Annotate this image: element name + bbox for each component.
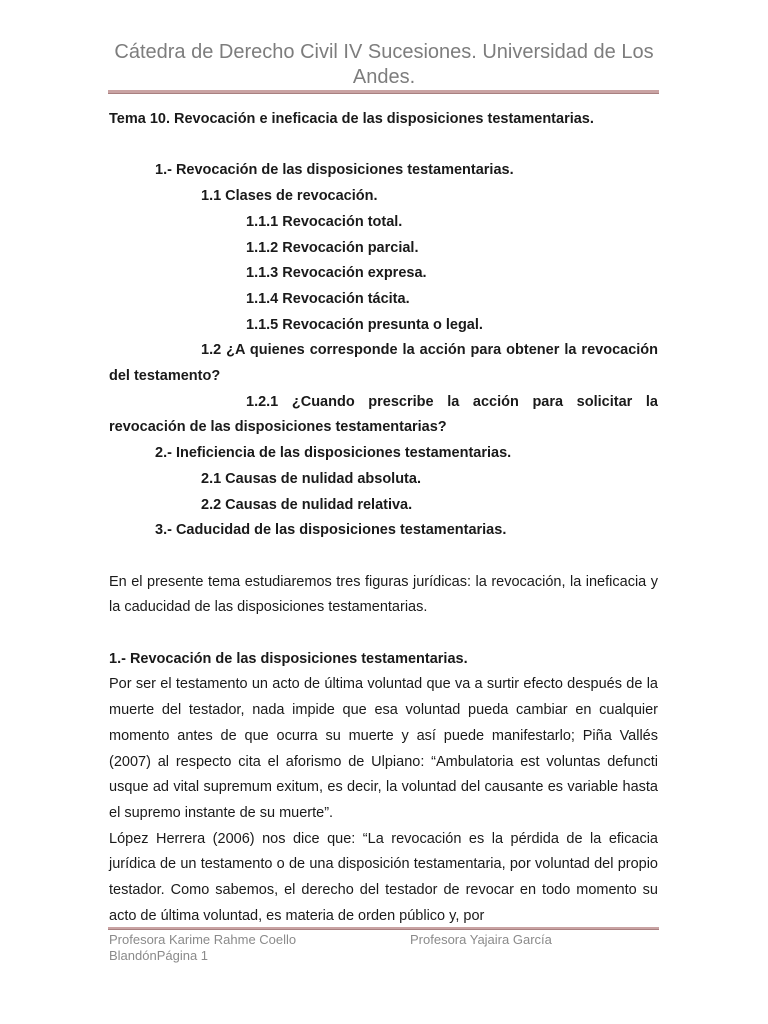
outline-item: 2.1 Causas de nulidad absoluta.	[201, 470, 421, 487]
outline-item: 1.- Revocación de las disposiciones testamentarias.	[155, 162, 514, 179]
document-body	[109, 107, 658, 929]
footer-left-text: Profesora Karime Rahme Coello BlandónPágina 1	[109, 932, 297, 963]
spacer	[109, 621, 658, 647]
intro-paragraph: En el presente tema estudiaremos tres figuras jurídicas: la revocación, la ineficacia y la caducidad de las disposiciones testamentarias.	[109, 573, 658, 616]
header-divider	[108, 90, 659, 94]
outline-item: 3.- Caducidad de las disposiciones testamentarias.	[155, 522, 507, 539]
section-heading: 1.- Revocación de las disposiciones testamentarias.	[109, 650, 468, 667]
outline-item: 1.2.1 ¿Cuando prescribe la acción para solicitar la revocación de las disposiciones testamentarias?	[109, 393, 658, 436]
body-paragraph: López Herrera (2006) nos dice que: “La revocación es la pérdida de la eficacia jurídica de un testamento o de una disposición testamentaria, por voluntad del propio testador. Como sabemos, el derecho del testador de revocar en todo momento su acto de última voluntad, es materia de orden público y, por	[109, 830, 658, 924]
page-footer	[109, 932, 659, 964]
outline-item: 1.1.5 Revocación presunta o legal.	[246, 316, 483, 333]
outline-item: 2.- Ineficiencia de las disposiciones testamentarias.	[155, 445, 512, 462]
topic-title: Tema 10. Revocación e ineficacia de las disposiciones testamentarias.	[109, 111, 594, 127]
outline-item: 1.1.2 Revocación parcial.	[246, 239, 419, 256]
outline-item: 1.1 Clases de revocación.	[201, 188, 378, 205]
body-paragraph: Por ser el testamento un acto de última voluntad que va a surtir efecto después de la muerte del testador, nada impide que esa voluntad pueda cambiar en cualquier momento antes de que ocurra su muerte y así puede manifestarlo; Piña Vallés (2007) al respecto cita el aforismo de Ulpiano: “Ambulatoria est voluntas defuncti usque ad vital supremum exitum, es decir, la voluntad del causante es variable hasta el supremo instante de su muerte”.	[109, 676, 658, 821]
page-header	[100, 40, 668, 90]
footer-divider	[108, 927, 659, 930]
outline-item: 1.2 ¿A quienes corresponde la acción para obtener la revocación del testamento?	[109, 342, 658, 385]
header-title: Cátedra de Derecho Civil IV Sucesiones. Universidad de Los Andes.	[114, 41, 654, 88]
spacer	[109, 133, 658, 159]
outline-item: 1.1.4 Revocación tácita.	[246, 290, 410, 307]
outline-item: 1.1.3 Revocación expresa.	[246, 265, 427, 282]
outline-item: 1.1.1 Revocación total.	[246, 213, 403, 230]
footer-right-text: Profesora Yajaira García	[410, 932, 552, 947]
spacer	[109, 544, 658, 570]
outline-item: 2.2 Causas de nulidad relativa.	[201, 496, 413, 513]
